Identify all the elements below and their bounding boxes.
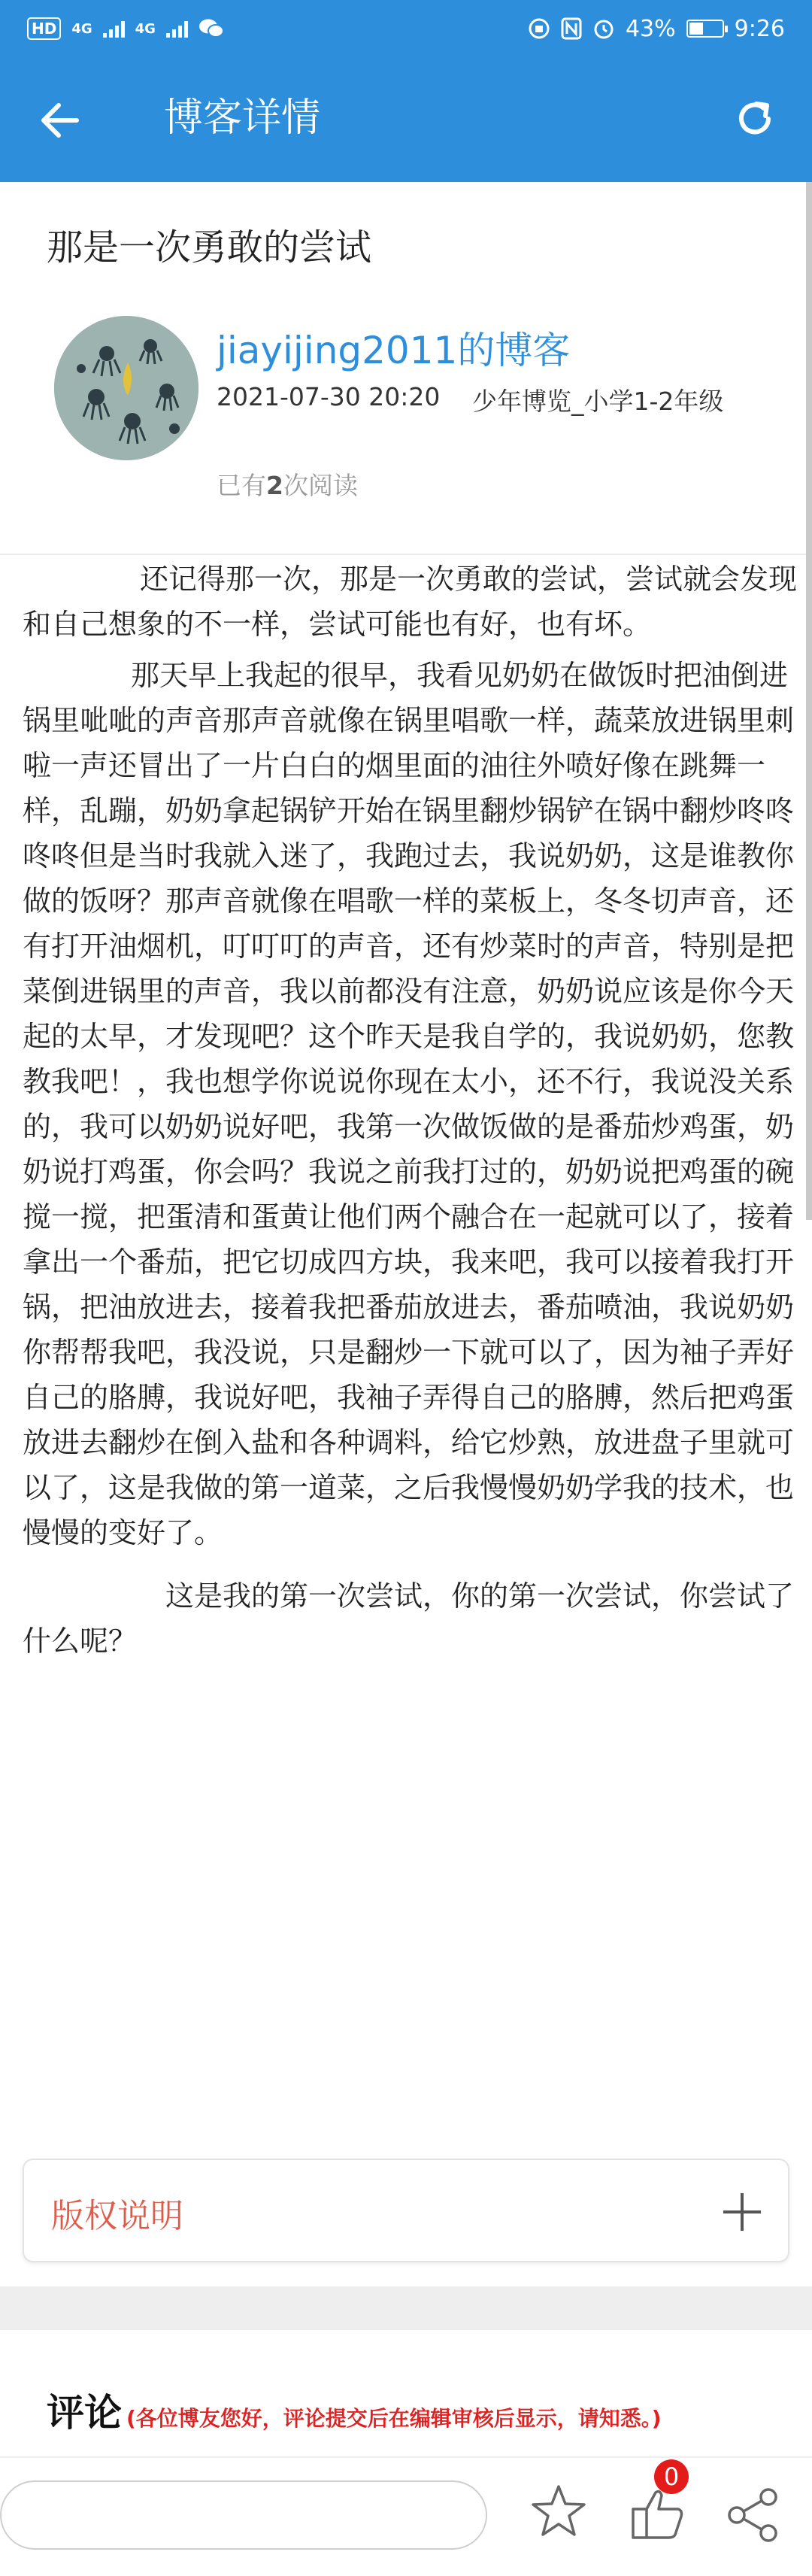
read-count bbox=[217, 466, 358, 502]
comments-header bbox=[47, 2383, 662, 2437]
avatar-image bbox=[54, 316, 198, 460]
status-right bbox=[528, 16, 785, 42]
comment-input[interactable] bbox=[0, 2480, 487, 2550]
battery-percent: 43% bbox=[625, 15, 676, 42]
plus-icon[interactable] bbox=[719, 2189, 765, 2235]
author-link[interactable]: jiayijing2011的博客 bbox=[217, 329, 571, 372]
reads-suffix: 次阅读 bbox=[283, 471, 358, 500]
page-title: 博客详情 bbox=[164, 96, 321, 141]
copyright-label: 版权说明 bbox=[51, 2197, 183, 2235]
wechat-icon bbox=[198, 18, 224, 39]
signal-icon bbox=[103, 20, 125, 38]
battery-fill bbox=[689, 23, 703, 35]
article-content bbox=[23, 557, 797, 1667]
paragraph: 那天早上我起的很早，我看见奶奶在做饭时把油倒进锅里呲呲的声音那声音就像在锅里唱歌一样，蔬菜放进锅里刺啦一声还冒出了一片白白的烟里面的油往外喷好像在跳舞一样，乱蹦，奶奶拿起锅铲开始在锅里翻炒锅铲在锅中翻炒咚咚咚咚但是当时我就入迷了，我跑过去，我说奶奶，这是谁教你做的饭呀？那声音就像在唱歌一样的菜板上，冬冬切声音，还有打开油烟机，叮叮叮的声音，还有炒菜时的声音，特别是把菜倒进锅里的声音，我以前都没有注意，奶奶说应该是你今天起的太早，才发现吧？这个昨天是我自学的，我说奶奶，您教教我吧！，我也想学你说说你现在太小，还不行，我说没关系的，我可以奶奶说好吧，我第一次做饭做的是番茄炒鸡蛋，奶奶说打鸡蛋，你会吗？我说之前我打过的，奶奶说把鸡蛋的碗搅一搅，把蛋清和蛋黄让他们两个融合在一起就可以了，接着拿出一个番茄，把它切成四方块，我来吧，我可以接着我打开锅，把油放进去，接着我把番茄放进去，番茄喷油，我说奶奶你帮帮我吧，我没说，只是翻炒一下就可以了，因为袖子弄好自己的胳膊，我说好吧，我袖子弄得自己的胳膊，然后把鸡蛋放进去翻炒在倒入盐和各种调料，给它炒熟，放进盘子里就可以了，这是我做的第一道菜，之后我慢慢奶奶学我的技术，也慢慢的变好了。 bbox=[23, 659, 795, 1549]
article-title: 那是一次勇敢的尝试 bbox=[47, 226, 372, 269]
paragraph: 这是我的第一次尝试，你的第一次尝试，你尝试了什么呢？ bbox=[23, 1579, 795, 1658]
signal-icon-2 bbox=[166, 20, 188, 38]
notification-badge: 0 bbox=[654, 2459, 689, 2494]
post-category[interactable]: 少年博览_小学1-2年级 bbox=[472, 387, 724, 416]
network-type-2: 4G bbox=[135, 20, 156, 37]
post-date: 2021-07-30 20:20 bbox=[217, 382, 441, 411]
header-divider bbox=[0, 554, 812, 555]
network-type-1: 4G bbox=[71, 20, 92, 37]
nfc-icon bbox=[561, 17, 582, 40]
back-arrow-icon[interactable] bbox=[36, 96, 84, 144]
battery-icon bbox=[686, 20, 724, 38]
bottom-action-bar bbox=[0, 2456, 812, 2576]
refresh-icon[interactable] bbox=[731, 95, 779, 143]
comments-note: (各位博友您好，评论提交后在编辑审核后显示，请知悉。) bbox=[126, 2406, 662, 2431]
alarm-icon bbox=[592, 17, 615, 40]
status-bar bbox=[0, 0, 812, 57]
app-bar bbox=[0, 57, 812, 182]
vpn-icon bbox=[528, 17, 550, 40]
reads-prefix: 已有 bbox=[217, 471, 266, 500]
status-left bbox=[27, 17, 224, 40]
avatar[interactable] bbox=[54, 316, 198, 460]
paragraph: 还记得那一次，那是一次勇敢的尝试，尝试就会发现和自己想象的不一样，尝试可能也有好，也有坏。 bbox=[23, 563, 798, 641]
clock: 9:26 bbox=[734, 15, 785, 42]
comments-title: 评论 bbox=[47, 2391, 122, 2435]
share-icon[interactable] bbox=[725, 2486, 782, 2544]
copyright-panel[interactable] bbox=[23, 2159, 789, 2262]
reads-number: 2 bbox=[266, 471, 283, 500]
hd-indicator: HD bbox=[27, 17, 61, 40]
star-icon[interactable] bbox=[529, 2482, 588, 2541]
section-separator bbox=[0, 2286, 812, 2330]
scrollbar[interactable] bbox=[806, 182, 812, 1220]
forward-icon[interactable] bbox=[629, 2486, 689, 2541]
